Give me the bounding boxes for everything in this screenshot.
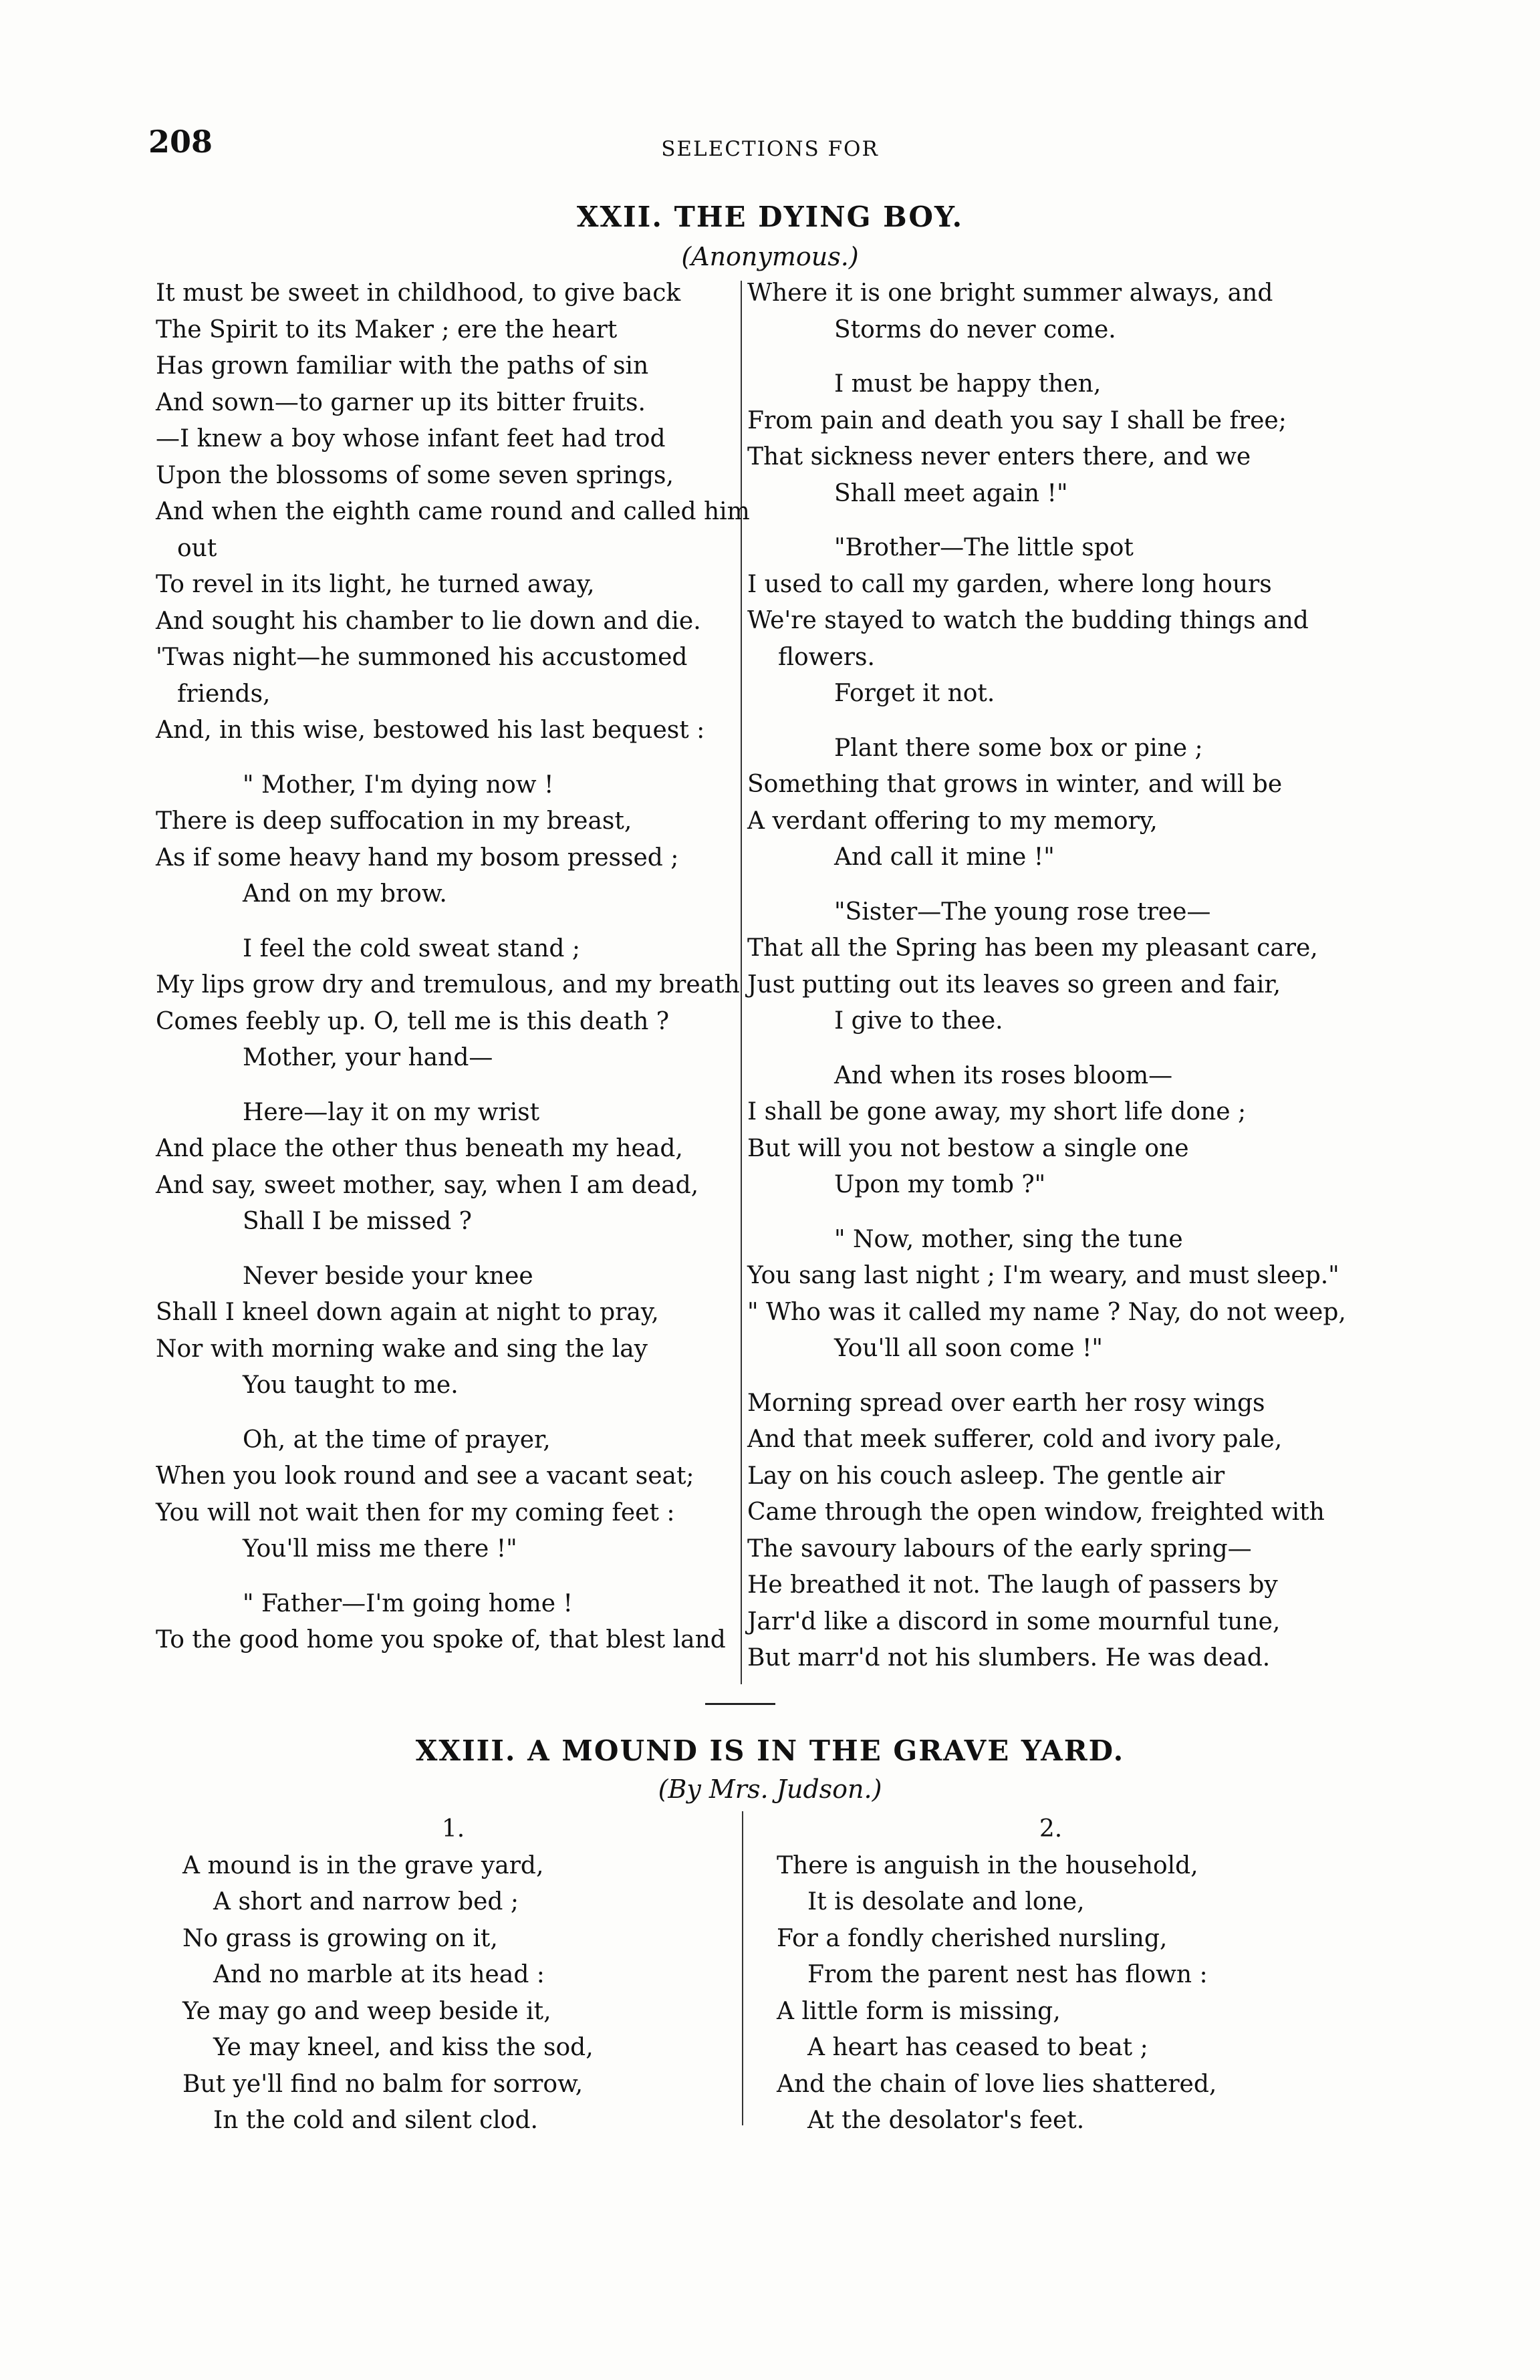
poem-line: Something that grows in winter, and will be	[747, 771, 1283, 798]
running-head: SELECTIONS FOR	[661, 137, 879, 161]
poem-line: Shall I kneel down again at night to pray,	[156, 1299, 659, 1326]
poem-line: Came through the open window, freighted with	[747, 1498, 1325, 1526]
poem-line: flowers.	[778, 643, 875, 671]
poem-line: You'll all soon come !"	[834, 1335, 1103, 1362]
poem-line: And when the eighth came round and called him	[156, 498, 750, 525]
poem-line: Ye may go and weep beside it,	[182, 1997, 551, 2025]
poem-line: And the chain of love lies shattered,	[777, 2070, 1217, 2098]
page-number: 208	[148, 124, 213, 160]
poem-title: XXII. THE DYING BOY.	[576, 201, 964, 233]
poem-line: friends,	[177, 680, 271, 708]
poem-line: Comes feebly up. O, tell me is this death ?	[156, 1007, 670, 1035]
poem-left-column	[156, 275, 750, 1659]
poem-line: Shall meet again !"	[834, 479, 1068, 507]
poem-line: You will not wait then for my coming feet :	[156, 1498, 675, 1527]
poem-line: Where it is one bright summer always, and	[747, 279, 1273, 307]
poem-line: I give to thee.	[834, 1007, 1003, 1035]
poem-line: I shall be gone away, my short life done ;	[747, 1098, 1247, 1126]
poem-right-column	[747, 275, 1346, 1677]
stanza-gap	[747, 712, 1346, 731]
stanza-gap	[156, 913, 750, 931]
stanza-gap	[747, 1204, 1346, 1222]
poem-line: But ye'll find no balm for sorrow,	[182, 2070, 584, 2098]
poem-line: And that meek sufferer, cold and ivory pale,	[747, 1426, 1283, 1453]
poem-line: But will you not bestow a single one	[747, 1134, 1189, 1162]
poem-line: A heart has ceased to beat ;	[807, 2034, 1148, 2061]
poem-line: Upon the blossoms of some seven springs,	[156, 461, 674, 489]
poem-line: And when its roses bloom—	[834, 1061, 1173, 1089]
poem-line: No grass is growing on it,	[182, 1924, 498, 1952]
poem-line: And on my brow.	[243, 880, 447, 908]
poem-line: From the parent nest has flown :	[807, 1961, 1208, 1988]
poem-line: out	[177, 534, 217, 562]
poem-line: And no marble at its head :	[213, 1961, 545, 1988]
poem-line: Never beside your knee	[243, 1262, 533, 1290]
poem-attribution: (Anonymous.)	[681, 242, 859, 271]
poem-line: A verdant offering to my memory,	[747, 807, 1158, 835]
poem-line: And, in this wise, bestowed his last bequest :	[156, 716, 705, 744]
poem-line: Mother, your hand—	[243, 1044, 493, 1071]
poem-title: XXIII. A MOUND IS IN THE GRAVE YARD.	[415, 1734, 1125, 1767]
poem-line: You sang last night ; I'm weary, and must sleep."	[747, 1262, 1339, 1289]
poem-line: That sickness never enters there, and we	[747, 443, 1251, 471]
poem-line: " Who was it called my name ? Nay, do not weep,	[747, 1298, 1346, 1326]
poem-line: When you look round and see a vacant seat;	[156, 1462, 694, 1490]
poem-line: " Father—I'm going home !	[243, 1589, 573, 1617]
poem-line: Upon my tomb ?"	[834, 1171, 1046, 1198]
poem-line: Shall I be missed ?	[243, 1208, 472, 1235]
poem-line: And sought his chamber to lie down and die.	[156, 607, 701, 635]
poem-line: But marr'd not his slumbers. He was dead.	[747, 1644, 1271, 1672]
poem-line: Here—lay it on my wrist	[243, 1098, 540, 1126]
poem-line: 'Twas night—he summoned his accustomed	[156, 644, 688, 671]
poem-line: My lips grow dry and tremulous, and my breath	[156, 971, 740, 999]
poem-line: A mound is in the grave yard,	[182, 1851, 544, 1879]
stanza-gap	[747, 876, 1346, 894]
stanza-gap	[747, 1040, 1346, 1058]
poem-line: Forget it not.	[834, 680, 995, 707]
poem-line: We're stayed to watch the budding things and	[747, 607, 1309, 634]
stanza-gap	[156, 749, 750, 767]
poem-line: There is deep suffocation in my breast,	[156, 807, 632, 835]
poem-line: It is desolate and lone,	[807, 1888, 1085, 1915]
stanza-number: 2.	[1039, 1815, 1063, 1843]
poem-line: I must be happy then,	[834, 370, 1102, 398]
poem-line: And call it mine !"	[834, 843, 1055, 871]
poem-line: It must be sweet in childhood, to give back	[156, 279, 681, 307]
poem-line: There is anguish in the household,	[777, 1851, 1198, 1879]
poem-line: The Spirit to its Maker ; ere the heart	[156, 315, 618, 344]
stanza-2	[777, 1811, 1325, 2139]
poem-line: For a fondly cherished nursling,	[777, 1924, 1168, 1952]
poem-line: I feel the cold sweat stand ;	[243, 934, 580, 962]
poem-line: "Sister—The young rose tree—	[834, 898, 1211, 926]
poem-line: A short and narrow bed ;	[213, 1888, 519, 1915]
poem-line: And say, sweet mother, say, when I am dead,	[156, 1171, 699, 1199]
poem-line: Oh, at the time of prayer,	[243, 1426, 551, 1454]
poem-line: Jarr'd like a discord in some mournful tune,	[747, 1607, 1281, 1635]
poem-line: To revel in its light, he turned away,	[156, 571, 595, 598]
poem-line: You'll miss me there !"	[243, 1535, 517, 1563]
poem-line: "Brother—The little spot	[834, 534, 1134, 561]
stanza-gap	[156, 1568, 750, 1586]
poem-line: The savoury labours of the early spring—	[747, 1535, 1252, 1563]
stanza-gap	[747, 348, 1346, 366]
stanza-gap	[156, 1404, 750, 1422]
poem-line: You taught to me.	[243, 1371, 459, 1399]
stanza-gap	[156, 1240, 750, 1259]
poem-line: That all the Spring has been my pleasant care,	[747, 934, 1318, 962]
poem-line: I used to call my garden, where long hours	[747, 570, 1272, 598]
poem-line: And sown—to garner up its bitter fruits.	[156, 388, 646, 416]
poem-line: " Mother, I'm dying now !	[243, 771, 554, 799]
column-divider	[742, 1811, 743, 2125]
poem-line: In the cold and silent clod.	[213, 2107, 538, 2134]
poem-line: To the good home you spoke of, that blest land	[156, 1626, 726, 1654]
poem-line: Ye may kneel, and kiss the sod,	[213, 2034, 594, 2061]
stanza-gap	[156, 1077, 750, 1095]
poem-line: Has grown familiar with the paths of sin	[156, 352, 649, 380]
stanza-gap	[747, 512, 1346, 530]
poem-line: Nor with morning wake and sing the lay	[156, 1335, 648, 1363]
poem-attribution: (By Mrs. Judson.)	[658, 1774, 882, 1804]
section-divider	[705, 1703, 775, 1705]
stanza-1	[182, 1811, 724, 2139]
poem-line: And place the other thus beneath my head,	[156, 1135, 683, 1162]
poem-line: At the desolator's feet.	[807, 2107, 1085, 2134]
stanza-gap	[747, 1367, 1346, 1385]
poem-line: Plant there some box or pine ;	[834, 734, 1203, 762]
poem-line: " Now, mother, sing the tune	[834, 1225, 1183, 1253]
poem-line: Just putting out its leaves so green and fair,	[747, 970, 1281, 999]
poem-line: —I knew a boy whose infant feet had trod	[156, 425, 666, 452]
poem-line: Lay on his couch asleep. The gentle air	[747, 1462, 1225, 1490]
poem-line: As if some heavy hand my bosom pressed ;	[156, 843, 679, 872]
poem-line: From pain and death you say I shall be free;	[747, 406, 1287, 434]
poem-line: Storms do never come.	[834, 315, 1116, 344]
poem-line: Morning spread over earth her rosy wings	[747, 1389, 1265, 1417]
poem-line: A little form is missing,	[777, 1997, 1061, 2025]
stanza-number: 1.	[441, 1815, 465, 1843]
poem-line: He breathed it not. The laugh of passers by	[747, 1571, 1278, 1599]
